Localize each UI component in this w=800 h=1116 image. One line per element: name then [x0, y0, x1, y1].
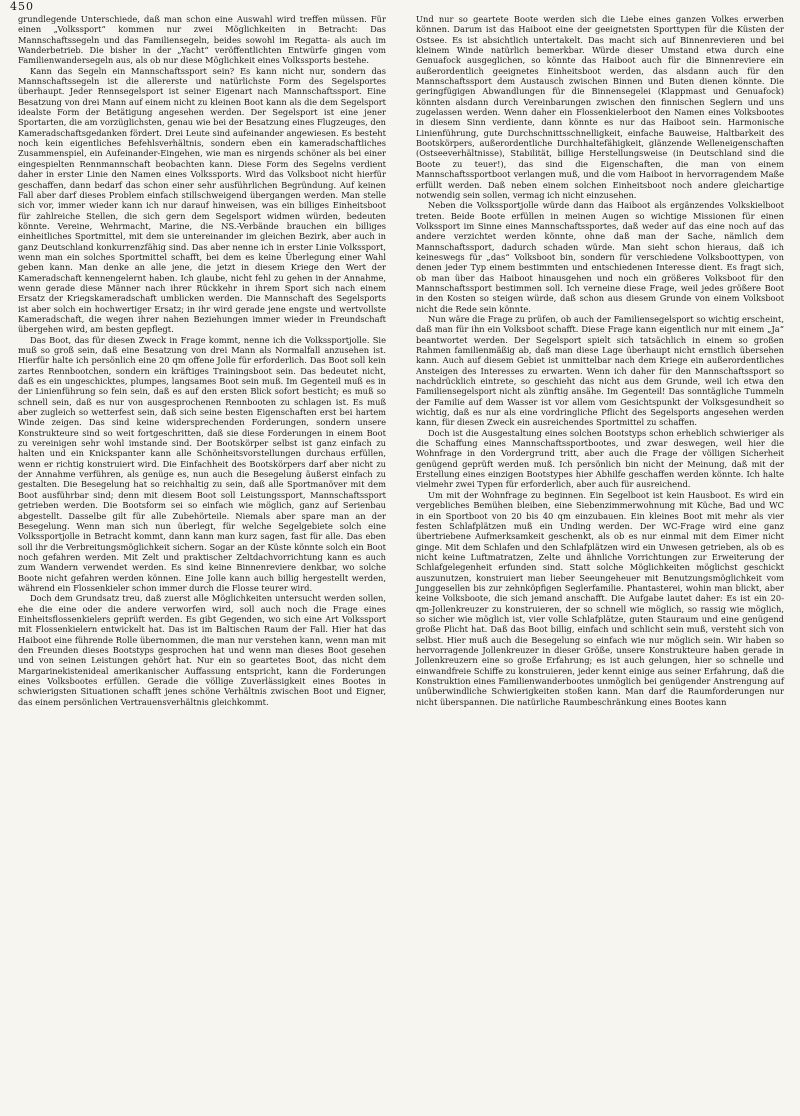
- text-column-right: [416, 14, 784, 707]
- paragraph: Kann das Segeln ein Mannschaftssport sein? Es kann nicht nur, sondern das Mannschaftssegeln ist die allererste und natürlichste Form des Segelsportes überhaupt. Jeder Rennsegelsport ist seiner Eigenart nach Mannschaftssport. Eine Besatzung von drei Mann auf einem nicht zu kleinen Boot kann als die dem Segelsport idealste Form der Betätigung angesehen werden. Der Segelsport ist eine jener Sportarten, die am vorzüglichsten, genau wie bei der Besatzung eines Flugzeuges, den Kameradschaftsgedanken fördert. Drei Leute sind aufeinander angewiesen. Es besteht noch kein eigentliches Befehlsverhältnis, sondern eben ein kameradschaftliches Zusammenspiel, ein Aufeinander-Eingehen, wie man es nirgends schöner als bei einer eingespielten Rennmannschaft beobachten kann. Diese Form des Segelns verdient daher in erster Linie den Namen eines Volkssports. Wird das Volksboot nicht hierfür geschaffen, dann bedarf das schon einer sehr ausführlichen Begründung. Auf keinen Fall aber darf dieses Problem einfach stillschweigend übergangen werden. Man stelle sich vor, immer wieder kann ich nur darauf hinweisen, was ein billiges Einheitsboot für zahlreiche Stellen, die sich gern dem Segelsport widmen würden, bedeuten könnte. Vereine, Wehrmacht, Marine, die NS.-Verbände brauchen ein billiges einheitliches Sportmittel, mit dem sie untereinander im gleichen Bezirk, aber auch in ganz Deutschland konkurrenzfähig sind. Das aber nenne ich in erster Linie Volkssport, wenn man ein solches Sportmittel schafft, bei dem es keine Überlegung einer Wahl geben kann. Man denke an alle jene, die jetzt in diesem Kriege den Wert der Kameradschaft kennengelernt haben. Ich glaube, nicht fehl zu gehen in der Annahme, wenn gerade diese Männer nach ihrer Rückkehr in ihrem Sport sich nach einem Ersatz der Kriegskameradschaft umblicken werden. Die Mannschaft des Segelsports ist aber solch ein hochwertiger Ersatz; in ihr wird gerade jene engste und wertvollste Kameradschaft, die wegen ihrer nahen Beziehungen immer wieder in Freundschaft übergehen wird, am besten gepflegt.: [18, 65, 386, 335]
- paragraph: Neben die Volkssportjolle würde dann das Haiboot als ergänzendes Volkskielboot treten. Beide Boote erfüllen in meinen Augen so wichtige Missionen für einen Volkssport im Sinne eines Mannschaftssportes, daß weder auf das eine noch auf das andere verzichtet werden könnte, ohne daß man der Sache, nämlich dem Mannschaftssport, dadurch schaden würde. Man sieht schon hieraus, daß ich keineswegs für „das“ Volksboot bin, sondern für verschiedene Volksboottypen, von denen jeder Typ einem bestimmten und entschiedenen Interesse dient. Es fragt sich, ob man über das Haiboot hinausgehen und noch ein größeres Volksboot für den Mannschaftssport bestimmen soll. Ich verneine diese Frage, weil jedes größere Boot in den Kosten so steigen würde, daß schon aus diesem Grunde von einem Volksboot nicht die Rede sein könnte.: [416, 200, 784, 314]
- paragraph: Doch dem Grundsatz treu, daß zuerst alle Möglichkeiten untersucht werden sollen, ehe die eine oder die andere verworfen wird, soll auch noch die Frage eines Einheitsflossenkielers geprüft werden. Es gibt Gegenden, wo sich eine Art Volkssport mit Flossenkielern entwickelt hat. Das ist im Baltischen Raum der Fall. Hier hat das Haiboot eine führende Rolle übernommen, die man nur verstehen kann, wenn man mit den Freunden dieses Bootstyps gesprochen hat und wenn man dieses Boot gesehen und von seinen Leistungen gehört hat. Nur ein so geartetes Boot, das nicht dem Margarinekistenideal amerikanischer Auffassung entspricht, kann die Forderungen eines Volksbootes erfüllen. Gerade die völlige Zuverlässigkeit eines Bootes in schwierigsten Situationen schafft jenes schöne Verhältnis zwischen Boot und Eigner, das einem persönlichen Vertrauensverhältnis gleichkommt.: [18, 593, 386, 707]
- paragraph: Um mit der Wohnfrage zu beginnen. Ein Segelboot ist kein Hausboot. Es wird ein vergebliches Bemühen bleiben, eine Siebenzimmerwohnung mit Küche, Bad und WC in ein Sportboot von 20 bis 40 qm einzubauen. Ein kleines Boot mit mehr als vier festen Schlafplätzen muß ein Unding werden. Der WC-Frage wird eine ganz übertriebene Aufmerksamkeit geschenkt, als ob es nur einmal mit dem Eimer nicht ginge. Mit dem Schlafen und den Schlafplätzen wird ein Unwesen getrieben, als ob es nicht keine Luftmatratzen, Zelte und ähnliche Vorrichtungen zur Erweiterung der Schlafgelegenheit erfunden sind. Statt solche Möglichkeiten möglichst geschickt auszunutzen, konstruiert man lieber Seeungeheuer mit Benutzungsmöglichkeit vom Junggesellen bis zur zehnköpfigen Seglerfamilie. Phantasterei, wohin man blickt, aber keine Volksboote, die sich jemand anschafft. Die Aufgabe lautet daher: Es ist ein 20-qm-Jollenkreuzer zu konstruieren, der so schnell wie möglich, so rassig wie möglich, so sicher wie möglich ist, vier volle Schlafplätze, guten Stauraum und eine genügend große Plicht hat. Daß das Boot billig, einfach und schlicht sein muß, versteht sich von selbst. Hier muß auch die Besegelung so einfach wie nur möglich sein. Wir haben so hervorragende Jollenkreuzer in dieser Größe, unsere Konstrukteure haben gerade in Jollenkreuzern eine so große Erfahrung; es ist auch gelungen, hier so schnelle und einwandfreie Schiffe zu konstruieren, jeder kennt einige aus seiner Erfahrung, daß die Konstruktion eines Familienwanderbootes unmöglich bei genügender Anstrengung auf unüberwindliche Schwierigkeiten stoßen kann. Man darf die Raumforderungen nur nicht überspannen. Die natürliche Raumbeschränkung eines Bootes kann: [416, 489, 784, 707]
- paragraph: Das Boot, das für diesen Zweck in Frage kommt, nenne ich die Volkssportjolle. Sie muß so groß sein, daß eine Besatzung von drei Mann als Normalfall anzusehen ist. Hierfür halte ich persönlich eine 20 qm offene Jolle für erforderlich. Das Boot soll kein zartes Rennbootchen, sondern ein kräftiges Trainingsboot sein. Das bedeutet nicht, daß es ein ungeschicktes, plumpes, langsames Boot sein muß. Im Gegenteil muß es in der Linienführung so fein sein, daß es auf den ersten Blick sofort besticht; es muß so schnell sein, daß es nur von ausgesprochenen Rennbooten zu schlagen ist. Es muß aber zugleich so wetterfest sein, daß sich seine besten Eigenschaften erst bei hartem Winde zeigen. Das sind keine widersprechenden Forderungen, sondern unsere Konstrukteure sind so weit fortgeschritten, daß sie diese Forderungen in einem Boot zu vereinigen sehr wohl imstande sind. Der Bootskörper selbst ist ganz einfach zu halten und ein Knickspanter kann alle Schönheitsvorstellungen durchaus erfüllen, wenn er richtig konstruiert wird. Die Einfachheit des Bootskörpers darf aber nicht zu der Annahme verführen, als genüge es, nun auch die Besegelung äußerst einfach zu gestalten. Die Besegelung hat so reichhaltig zu sein, daß alle Sportmanöver mit dem Boot ausführbar sind; denn mit diesem Boot soll Leistungssport, Mannschaftssport getrieben werden. Die Bootsform sei so einfach wie möglich, ganz auf Serienbau abgestellt. Dasselbe gilt für alle Zubehörteile. Niemals aber spare man an der Besegelung. Wenn man sich nun überlegt, für welche Segelgebiete solch eine Volkssportjolle in Betracht kommt, dann kann man kurz sagen, fast für alle. Das eben soll ihr die Verbreitungsmöglichkeit sichern. Sogar an der Küste könnte solch ein Boot noch gefahren werden. Mit Zelt und praktischer Zeltdachvorrichtung kann es auch zum Wandern verwendet werden. Es sind keine Binnenreviere denkbar, wo solche Boote nicht gefahren werden können. Eine Jolle kann auch billig hergestellt werden, während ein Flossenkieler schon immer durch die Flosse teurer wird.: [18, 334, 386, 593]
- text-column-left: [18, 14, 386, 707]
- paragraph: Doch ist die Ausgestaltung eines solchen Bootstyps schon erheblich schwieriger als die Schaffung eines Mannschaftssportbootes, und zwar deswegen, weil hier die Wohnfrage in den Vordergrund tritt, aber auch die Frage der völligen Sicherheit genügend geprüft werden muß. Ich persönlich bin nicht der Meinung, daß mit der Erstellung eines einzigen Bootstypes hier Abhilfe geschaffen werden könnte. Ich halte vielmehr zwei Typen für erforderlich, aber auch für ausreichend.: [416, 427, 784, 490]
- paragraph: Nun wäre die Frage zu prüfen, ob auch der Familiensegelsport so wichtig erscheint, daß man für ihn ein Volksboot schafft. Diese Frage kann eigentlich nur mit einem „Ja“ beantwortet werden. Der Segelsport spielt sich tatsächlich in einem so großen Rahmen familienmäßig ab, daß man diese Lage überhaupt nicht ernstlich übersehen kann. Auch auf diesem Gebiet ist unmittelbar nach dem Kriege ein außerordentliches Ansteigen des Interesses zu erwarten. Wenn ich daher für den Mannschaftssport so nachdrücklich eintrete, so geschieht das nicht aus dem Grunde, weil ich etwa den Familiensegelsport nicht als zünftig ansähe. Im Gegenteil! Das sonntägliche Tummeln der Familie auf dem Wasser ist vor allem vom Gesichtspunkt der Volksgesundheit so wichtig, daß es nur als eine vordringliche Pflicht des Segelsports angesehen werden kann, für diesen Zweck ein ausreichendes Sportmittel zu schaffen.: [416, 313, 784, 428]
- page-number: 450: [10, 0, 34, 13]
- paragraph: Und nur so geartete Boote werden sich die Liebe eines ganzen Volkes erwerben können. Darum ist das Haiboot eine der geeignetsten Sporttypen für die Küsten der Ostsee. Es ist absichtlich untertakelt. Das macht sich auf Binnenrevieren und bei kleinem Winde natürlich bemerkbar. Würde dieser Umstand etwa durch eine Genuafock ausgeglichen, so könnte das Haiboot auch für die Binnenreviere ein außerordentlich geeignetes Einheitsboot werden, das alsdann auch für den Mannschaftssport dem Austausch zwischen Binnen und Buten dienen könnte. Die geringfügigen Abwandlungen für die Binnensegelei (Klappmast und Genuafock) könnten alsdann durch Vereinbarungen zwischen den finnischen Seglern und uns zugelassen werden. Wenn daher ein Flossenkielerboot den Namen eines Volksbootes in diesem Sinn verdiente, dann könnte es nur das Haiboot sein. Harmonische Linienführung, gute Durchschnittsschnelligkeit, einfache Bauweise, Haltbarkeit des Bootskörpers, außerordentliche Durchhaltefähigkeit, glänzende Welleneigenschaften (Ostseeverhältnisse), Stabilität, billige Herstellungsweise (in Deutschland sind die Boote zu teuer!), das sind die Eigenschaften, die man von einem Mannschaftssportboot verlangen muß, und die vom Haiboot in hervorragendem Maße erfüllt werden. Daß neben einem solchen Einheitsboot noch andere gleichartige notwendig sein sollen, vermag ich nicht einzusehen.: [416, 14, 784, 200]
- paragraph: grundlegende Unterschiede, daß man schon eine Auswahl wird treffen müssen. Für einen „Volkssport“ kommen nur zwei Möglichkeiten in Betracht: Das Mannschaftssegeln und das Familiensegeln, beides sowohl im Regatta- als auch im Wanderbetrieb. Die bisher in der „Yacht“ veröffentlichten Entwürfe gingen vom Familienwandersegeln aus, als ob nur diese Möglichkeit eines Volkssports bestehe.: [18, 14, 386, 66]
